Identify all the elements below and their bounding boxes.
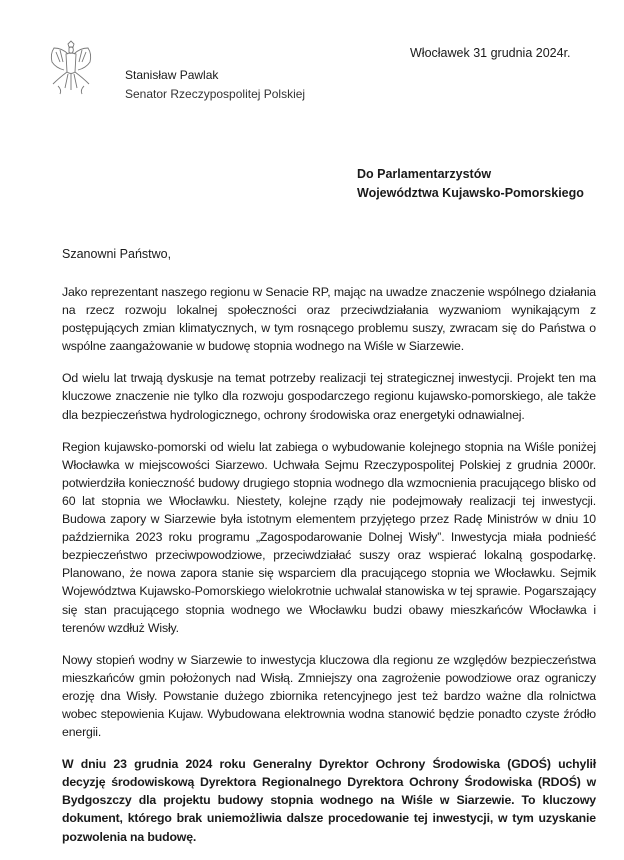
- paragraph-bold: W dniu 23 grudnia 2024 roku Generalny Dyrektor Ochrony Środowiska (GDOŚ) uchylił decyzję środowiskową Dyrektora Regionalnego Dyrektora Ochrony Środowiska (RDOŚ) w Bydgoszczy dla projektu budowy stopnia wodnego na Wiśle w Siarzewie. To kluczowy dokument, którego brak uniemożliwia dalsze procedowanie tej inwestycji, w tym uzyskanie pozwolenia na budowę.: [62, 757, 596, 844]
- greeting: Szanowni Państwo,: [62, 247, 172, 261]
- recipient-line-1: Do Parlamentarzystów: [357, 167, 492, 181]
- sender-block: [125, 66, 305, 104]
- eagle-icon: [48, 40, 94, 96]
- paragraph: Nowy stopień wodny w Siarzewie to inwestycja kluczowa dla regionu ze względów bezpieczeństwa mieszkańców gmin położonych nad Wisłą. Zmniejszy ona zagrożenie powodziowe oraz ograniczy erozję dna Wisły. Powstanie dużego zbiornika retencyjnego jest też bardzo ważne dla rolnictwa wobec stepowienia Kujaw. Wybudowana elektrownia wodna stanowić będzie ponadto czyste źródło energii.: [62, 652, 596, 740]
- paragraph: Jako reprezentant naszego regionu w Senacie RP, mając na uwadze znaczenie wspólnego działania na rzecz rozwoju lokalnej społeczności oraz przeciwdziałania wyzwaniom wynikającym z postępujących zmian klimatycznych, w tym rosnącego problemu suszy, zwracam się do Państwa o wspólne zaangażowanie w budowę stopnia wodnego na Wiśle w Siarzewie.: [62, 285, 596, 354]
- paragraph: Region kujawsko-pomorski od wielu lat zabiega o wybudowanie kolejnego stopnia na Wiśle poniżej Włocławka w miejscowości Siarzewo. Uchwała Sejmu Rzeczypospolitej Polskiej z grudnia 2000r. potwierdziła konieczność budowy drugiego stopnia wodnego dla wzmocnienia pracującego blisko od 60 lat stopnia we Włocławku. Niestety, kolejne rządy nie podejmowały realizacji tej inwestycji. Budowa zapory w Siarzewie była istotnym elementem przyjętego przez Radę Ministrów w dniu 10 października 2023 roku programu „Zagospodarowanie Dolnej Wisły”. Inwestycja miała podnieść bezpieczeństwo przeciwpowodziowe, przeciwdziałać suszy oraz wspierać lokalną gospodarkę. Planowano, że nowa zapora stanie się wsparciem dla pracującego stopnia we Włocławku. Sejmik Województwa Kujawsko-Pomorskiego wielokrotnie uchwalał stanowiska w tej sprawie. Pogarszający się stan pracującego stopnia wodnego we Włocławku budzi obawy mieszkańców Włocławka i terenów wzdłuż Wisły.: [62, 439, 596, 635]
- sender-name: Stanisław Pawlak: [125, 68, 219, 82]
- polish-eagle-emblem: [48, 40, 94, 96]
- recipient-line-2: Województwa Kujawsko-Pomorskiego: [357, 186, 584, 200]
- recipient-block: [357, 165, 584, 203]
- letter-body: [62, 283, 596, 860]
- paragraph: Od wielu lat trwają dyskusje na temat potrzeby realizacji tej strategicznej inwestycji. Projekt ten ma kluczowe znaczenie nie tylko dla rozwoju gospodarczego regionu kujawsko-pomorskiego, ale także dla bezpieczeństwa hydrologicznego, ochrony środowiska oraz energetyki odnawialnej.: [62, 371, 596, 422]
- place-date: Włocławek 31 grudnia 2024r.: [410, 46, 571, 60]
- sender-title: Senator Rzeczypospolitej Polskiej: [125, 87, 306, 101]
